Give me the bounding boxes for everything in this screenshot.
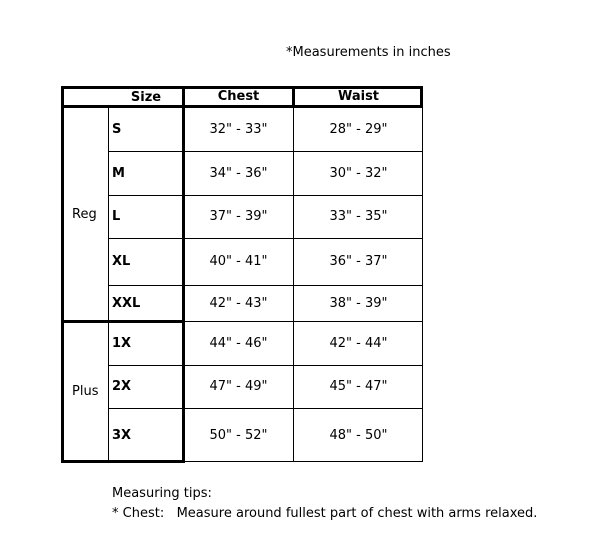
tips-chest: * Chest: Measure around fullest part of chest with arms relaxed. [112, 506, 538, 521]
table-border-bottom-thick [61, 460, 185, 463]
size-cell: M [112, 165, 125, 181]
table-border-bottom-thin [185, 461, 423, 462]
row-divider [109, 238, 423, 239]
size-chart-table [61, 86, 423, 463]
tips-heading: Measuring tips: [112, 486, 212, 501]
chest-cell: 32" - 33" [209, 122, 268, 137]
chest-cell: 50" - 52" [209, 427, 268, 443]
table-border-left [61, 108, 64, 463]
row-divider [109, 365, 423, 366]
size-cell: XXL [112, 295, 141, 311]
header-divider-chest [182, 86, 185, 108]
header-waist: Waist [337, 89, 380, 104]
size-cell: S [112, 122, 122, 137]
waist-cell: 36" - 37" [329, 254, 388, 269]
size-cell: 2X [112, 379, 132, 394]
size-cell: XL [112, 254, 131, 269]
group-label-plus: Plus [72, 384, 99, 399]
chest-cell: 47" - 49" [209, 379, 268, 394]
waist-cell: 38" - 39" [329, 295, 388, 311]
size-cell: L [112, 209, 121, 224]
header-chest: Chest [217, 89, 260, 104]
waist-cell: 28" - 29" [329, 122, 388, 137]
chest-cell: 40" - 41" [209, 254, 268, 269]
waist-cell: 45" - 47" [329, 379, 388, 394]
row-divider [109, 285, 423, 286]
header-divider-waist [292, 86, 295, 108]
group-separator-thin [185, 321, 423, 322]
waist-cell: 33" - 35" [329, 209, 388, 224]
header-border-top [61, 86, 423, 89]
row-divider [109, 195, 423, 196]
size-cell: 3X [112, 427, 132, 443]
measurement-unit-note: *Measurements in inches [286, 45, 451, 60]
chest-cell: 34" - 36" [209, 165, 268, 181]
chest-cell: 42" - 43" [209, 295, 268, 311]
header-border-bottom [61, 105, 423, 108]
row-divider [109, 408, 423, 409]
chest-cell: 44" - 46" [209, 335, 268, 351]
group-label-reg: Reg [72, 207, 97, 222]
group-separator [61, 320, 185, 323]
waist-cell: 42" - 44" [329, 335, 388, 351]
header-border-right [420, 86, 423, 108]
waist-cell: 30" - 32" [329, 165, 388, 181]
row-divider [109, 151, 423, 152]
measuring-tips [112, 484, 537, 524]
header-size: Size [130, 90, 162, 105]
chest-cell: 37" - 39" [209, 209, 268, 224]
size-cell: 1X [112, 335, 132, 351]
header-border-left [61, 86, 64, 108]
waist-cell: 48" - 50" [329, 427, 388, 443]
